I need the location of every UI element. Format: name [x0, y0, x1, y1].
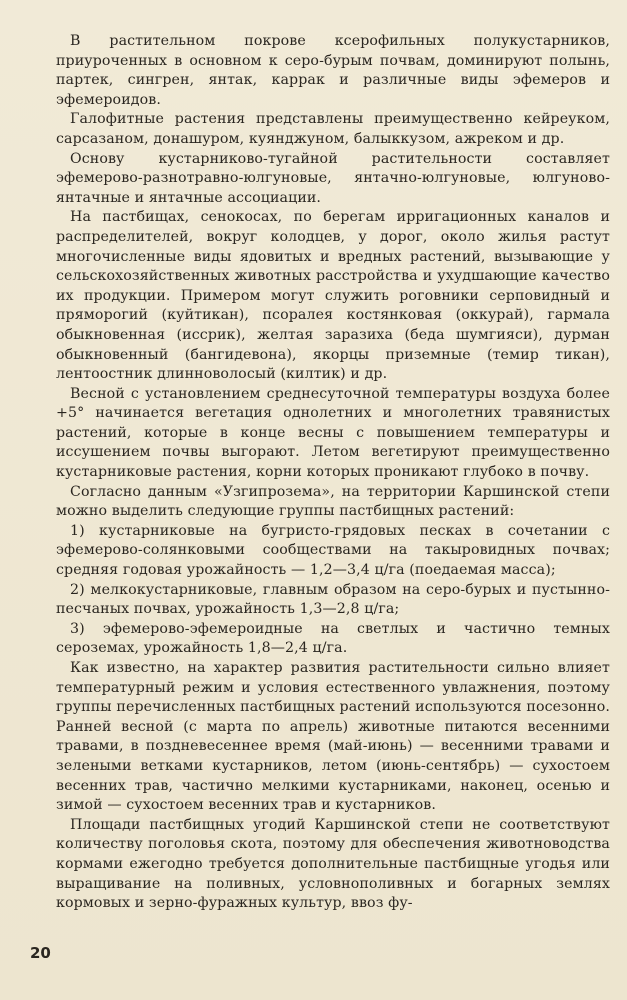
- body-text: [56, 32, 610, 914]
- list-item-group-1: 1) кустарниковые на бугристо-грядовых песках в сочетании с эфемерово-солянковыми сообществами на такыровидных почвах; средняя годовая урожайность — 1,2—3,4 ц/га (поедаемая масса);: [56, 522, 610, 579]
- paragraph-xerophytes: В растительном покрове ксерофильных полукустарников, приуроченных в основном к серо-бурым почвам, доминируют полынь, партек, сингрен, янтак, каррак и различные виды эфемеров и эфемероидов.: [56, 33, 610, 108]
- paragraph-poisonous-plants: На пастбищах, сенокосах, по берегам ирригационных каналов и распределителей, вокруг колодцев, у дорог, около жилья растут многочисленные виды ядовитых и вредных растений, вызывающие у сельскохозяйственных животных расстройства и ухудшающие качество их продукции. Примером могут служить роговники серповидный и пряморогий (куйтикан), псоралея костянковая (оккурай), гармала обыкновенная (иссрик), желтая заразиха (беда шумгияси), дурман обыкновенный (бангидевона), якорцы приземные (темир тикан), лентоостник длинноволосый (килтик) и др.: [56, 209, 610, 383]
- paragraph-halophytes: Галофитные растения представлены преимущественно кейреуком, сарсазаном, донашуром, куянджуном, балыккузом, ажреком и др.: [56, 111, 610, 147]
- page-number: 20: [30, 944, 51, 962]
- paragraph-pasture-area: Площади пастбищных угодий Каршинской степи не соответствуют количеству поголовья скота, поэтому для обеспечения животноводства кормами ежегодно требуется дополнительные пастбищные угодья или выращивание на поливных, условнополивных и богарных землях кормовых и зерно-фуражных культур, ввоз фу-: [56, 816, 610, 912]
- paragraph-seasonal-use: Как известно, на характер развития растительности сильно влияет температурный режим и условия естественного увлажнения, поэтому группы перечисленных пастбищных растений используются посезонно. Ранней весной (с марта по апрель) животные питаются весенними травами, в поздневесеннее время (май-июнь) — весенними травами и зелеными ветками кустарников, летом (июнь-сентябрь) — сухостоем весенних трав, частично мелкими кустарниками, наконец, осенью и зимой — сухостоем весенних трав и кустарников.: [56, 660, 610, 814]
- list-item-group-3: 3) эфемерово-эфемероидные на светлых и частично темных сероземах, урожайность 1,8—2,4 ц/га.: [56, 620, 610, 657]
- paragraph-tugai: Основу кустарниково-тугайной растительности составляет эфемерово-разнотравно-юлгуновые, янтачно-юлгуновые, юлгуново-янтачные и янтачные ассоциации.: [56, 150, 610, 206]
- paragraph-pasture-groups-intro: Согласно данным «Узгипрозема», на территории Каршинской степи можно выделить следующие группы пастбищных растений:: [56, 483, 610, 520]
- list-item-group-2: 2) мелкокустарниковые, главным образом на серо-бурых и пустынно-песчаных почвах, урожайность 1,3—2,8 ц/га;: [56, 581, 610, 618]
- paragraph-vegetation-season: Весной с установлением среднесуточной температуры воздуха более +5° начинается вегетация однолетних и многолетних травянистых растений, которые в конце весны с повышением температуры и иссушением почвы выгорают. Летом вегетируют преимущественно кустарниковые растения, корни которых проникают глубоко в почву.: [56, 385, 610, 481]
